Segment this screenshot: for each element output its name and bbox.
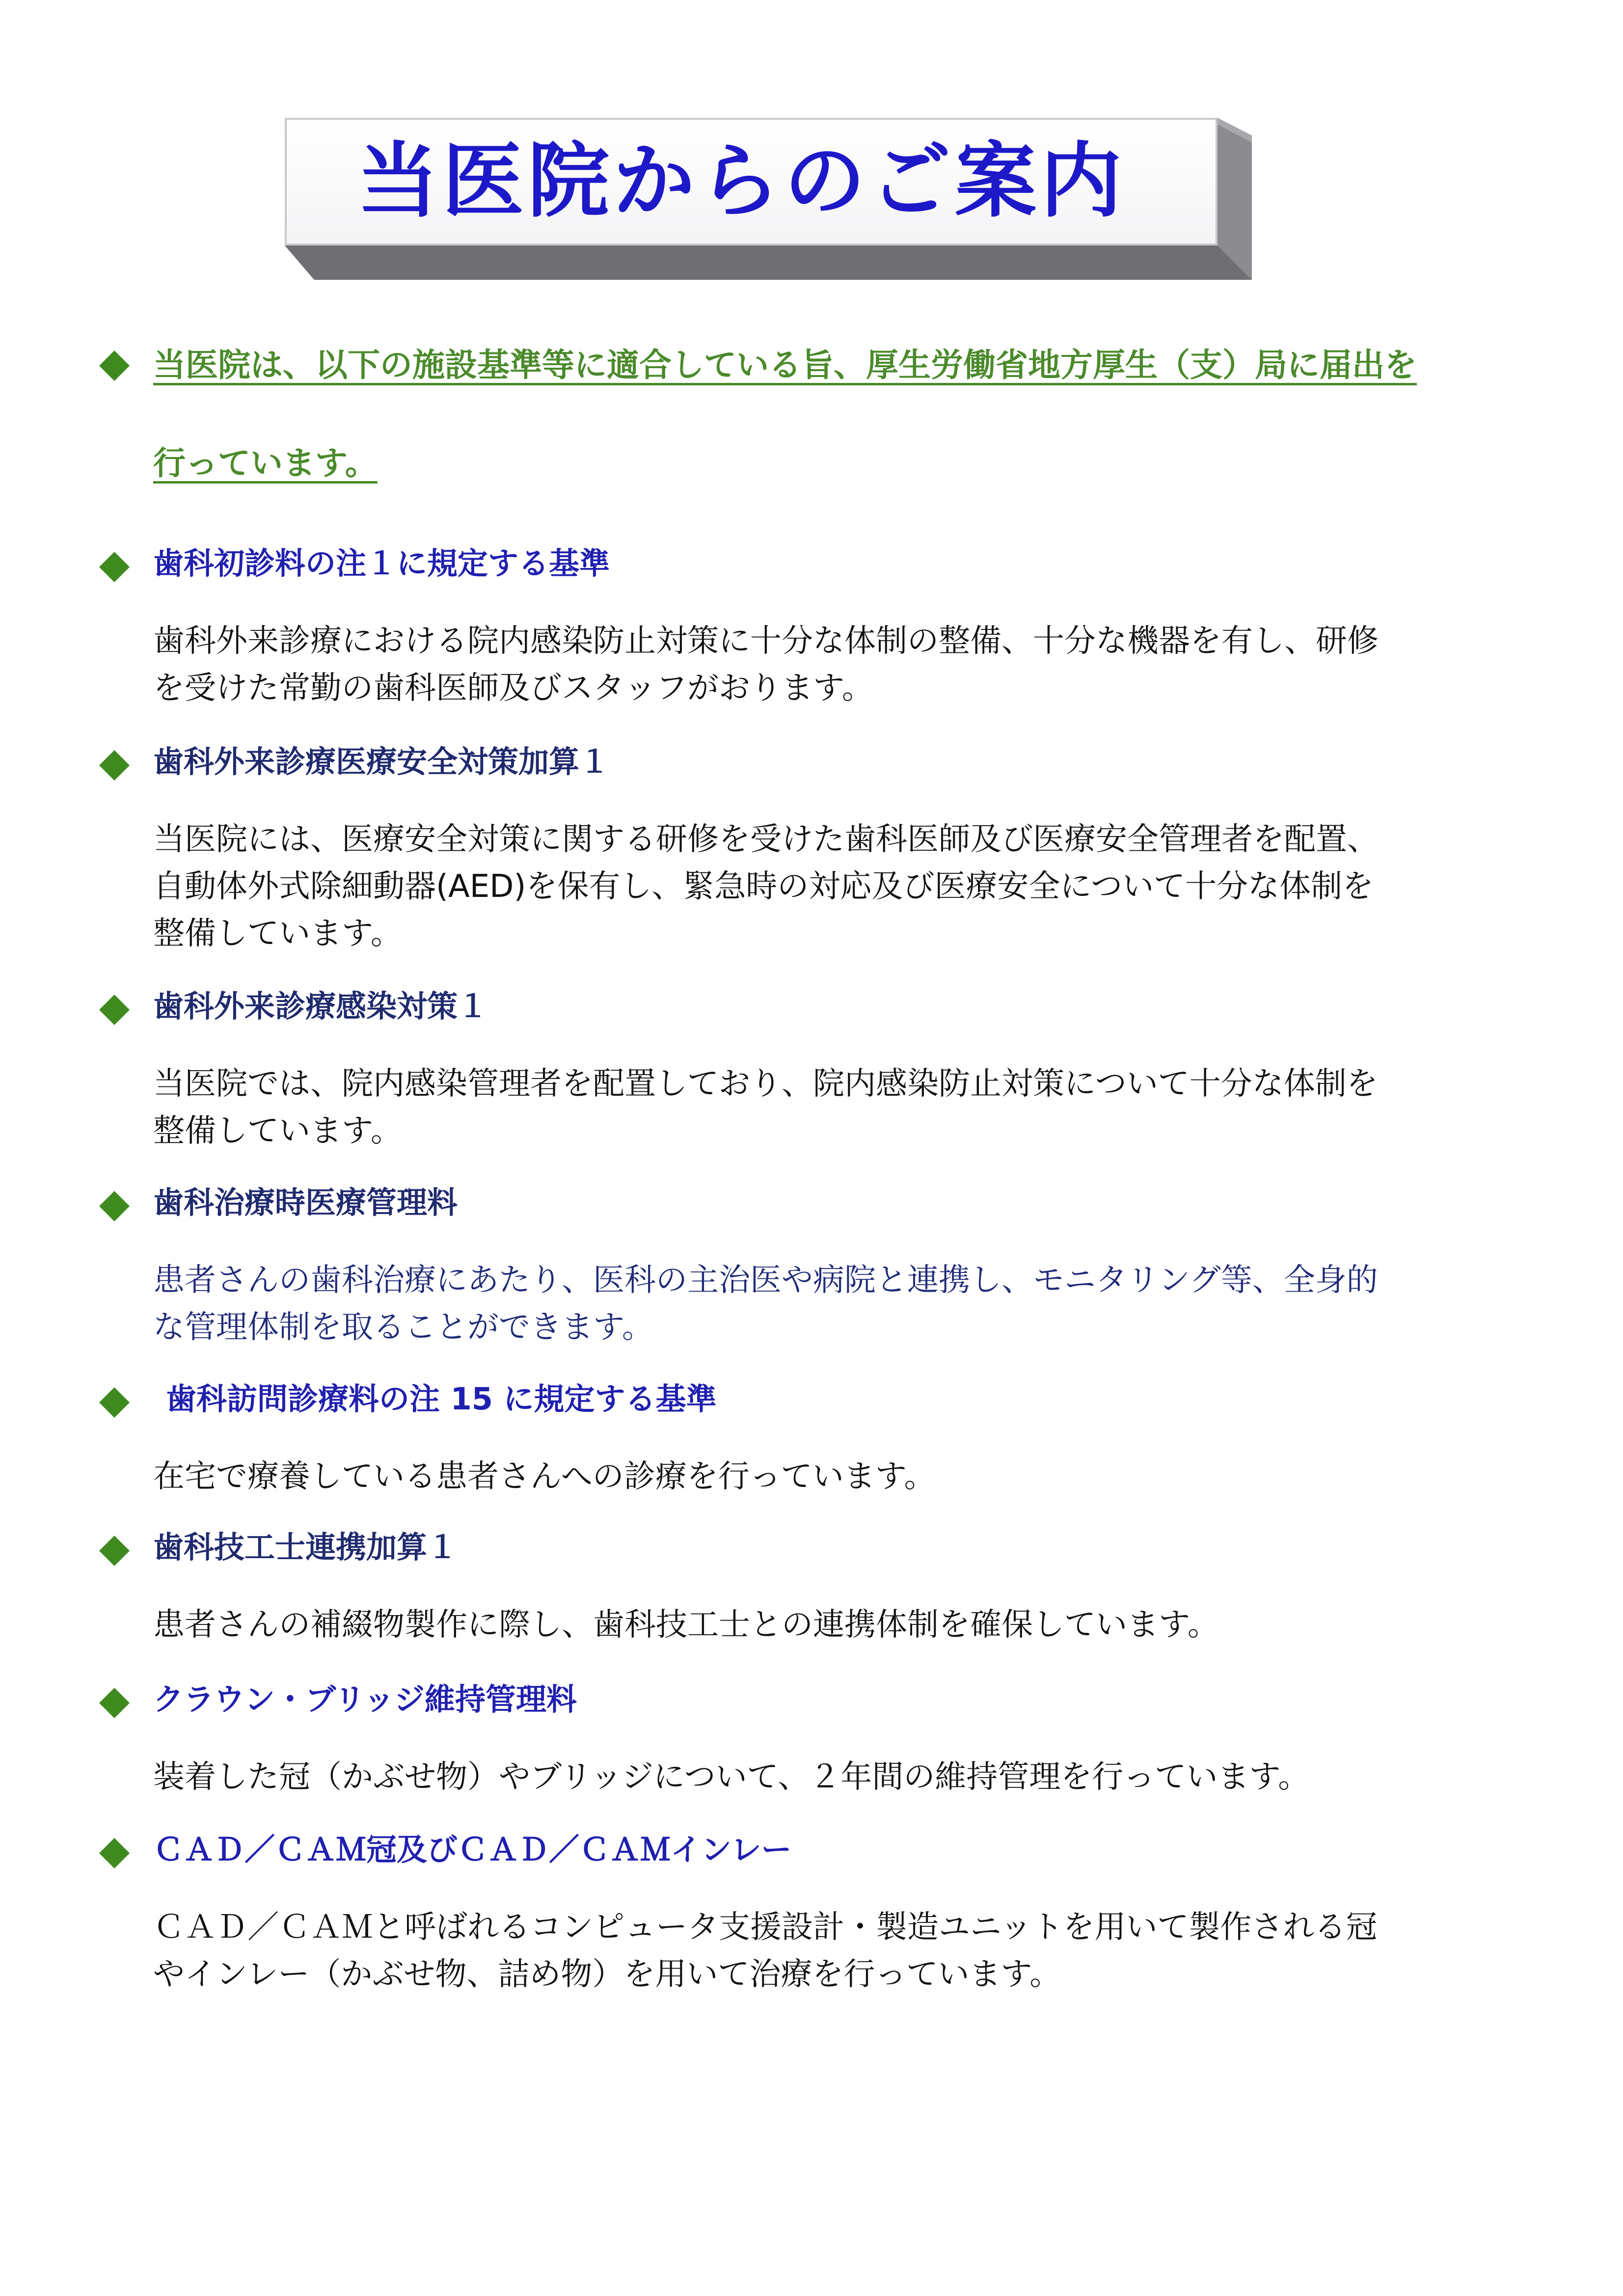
body-line: 自動体外式除細動器(AED)を保有し、緊急時の対応及び医療安全について十分な体制を [153,868,1374,905]
section-title: 歯科外来診療感染対策１ [153,988,488,1024]
section-title: 歯科外来診療医療安全対策加算１ [153,744,610,780]
body-line: やインレー（かぶせ物、詰め物）を用いて治療を行っています。 [153,1956,1061,1993]
section-infection-control [98,987,1551,1149]
title-block [285,118,1252,280]
section-treatment-management [98,1183,1551,1346]
notice-line-1: 当医院は、以下の施設基準等に適合している旨、厚生労働省地方厚生（支）局に届出を [153,346,1417,384]
section-heading [98,1680,1551,1724]
section-body [153,1060,1552,1155]
section-heading [98,742,1551,786]
body-line: 装着した冠（かぶせ物）やブリッジについて、２年間の維持管理を行っています。 [153,1759,1310,1795]
body-line: 患者さんの補綴物製作に際し、歯科技工士との連携体制を確保しています。 [153,1607,1219,1643]
body-line: ＣＡＤ／ＣＡＭと呼ばれるコンピュータ支援設計・製造ユニットを用いて製作される冠 [153,1909,1378,1945]
section-title: 歯科治療時医療管理料 [153,1185,458,1220]
body-line: を受けた常勤の歯科医師及びスタッフがおります。 [153,670,873,706]
diamond-bullet-icon [98,1386,131,1419]
section-title: ＣＡＤ／ＣＡＭ冠及びＣＡＤ／ＣＡＭインレー [153,1832,792,1867]
body-line: な管理体制を取ることができます。 [153,1309,653,1346]
section-body [153,1453,1552,1500]
section-heading [98,1183,1551,1227]
diamond-bullet-icon [98,1190,131,1222]
notice-line-2: 行っています。 [153,444,378,482]
section-crown-bridge [98,1680,1551,1795]
diamond-bullet-icon [98,1837,131,1869]
body-line: 患者さんの歯科治療にあたり、医科の主治医や病院と連携し、モニタリング等、全身的 [153,1262,1378,1298]
diamond-bullet-icon [98,749,131,782]
section-body [153,1257,1552,1351]
section-heading [98,544,1551,588]
section-body [153,1904,1552,1998]
body-line: 整備しています。 [153,916,402,952]
section-body [153,1601,1552,1648]
body-line: 当医院には、医療安全対策に関する研修を受けた歯科医師及び医療安全管理者を配置、 [153,821,1379,858]
body-line: 歯科外来診療における院内感染防止対策に十分な体制の整備、十分な機器を有し、研修 [153,623,1379,659]
diamond-bullet-icon [98,350,131,382]
diamond-bullet-icon [98,551,131,583]
section-heading [98,1830,1551,1874]
body-line: 整備しています。 [153,1113,402,1149]
section-title: 歯科訪問診療料の注 15 に規定する基準 [166,1381,717,1417]
section-medical-safety [98,742,1551,952]
section-initial-consultation [98,544,1551,706]
section-title: 歯科初診料の注１に規定する基準 [153,545,610,581]
diamond-bullet-icon [98,994,131,1026]
body-line: 在宅で療養している患者さんへの診療を行っています。 [153,1459,936,1495]
diamond-bullet-icon [98,1535,131,1567]
section-heading [98,987,1551,1031]
section-body [153,618,1552,712]
section-title: クラウン・ブリッジ維持管理料 [153,1681,577,1717]
section-body [153,1754,1552,1801]
section-heading [98,1379,1551,1424]
section-heading [98,1528,1551,1572]
body-line: 当医院では、院内感染管理者を配置しており、院内感染防止対策について十分な体制を [153,1066,1378,1102]
section-dental-technician [98,1528,1551,1643]
section-cad-cam [98,1830,1551,1993]
page-title: 当医院からのご案内 [357,134,1126,229]
section-body [153,816,1552,957]
section-home-visit [98,1379,1551,1495]
section-title: 歯科技工士連携加算１ [153,1529,458,1565]
diamond-bullet-icon [98,1687,131,1719]
